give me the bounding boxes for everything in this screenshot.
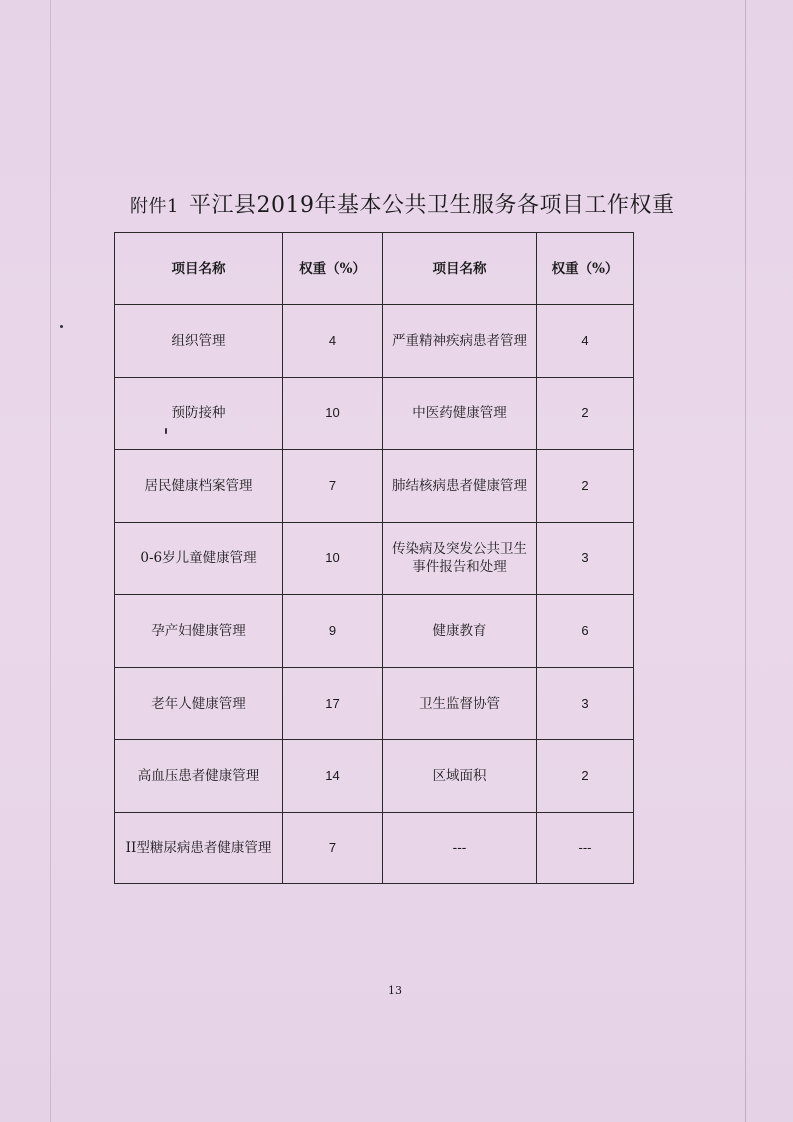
item-name-cell: 严重精神疾病患者管理 [383, 305, 537, 378]
table-row [115, 450, 634, 523]
item-name-cell: --- [383, 812, 537, 883]
weight-cell: 4 [283, 305, 383, 378]
item-name-cell: 孕产妇健康管理 [115, 595, 283, 668]
title-prefix: 附件1 [130, 196, 179, 217]
weight-cell: 14 [283, 740, 383, 813]
item-name-cell: 区域面积 [383, 740, 537, 813]
document-title [130, 188, 690, 219]
table-row [115, 522, 634, 595]
table-header-row [115, 233, 634, 305]
weight-cell: --- [537, 812, 634, 883]
item-name-cell: 老年人健康管理 [115, 667, 283, 740]
header-item-name-1: 项目名称 [115, 233, 283, 305]
weight-cell: 10 [283, 377, 383, 450]
header-weight-1: 权重（%） [283, 233, 383, 305]
weight-cell: 7 [283, 812, 383, 883]
weight-cell: 4 [537, 305, 634, 378]
item-name-cell: 中医药健康管理 [383, 377, 537, 450]
table-row [115, 667, 634, 740]
weight-cell: 10 [283, 522, 383, 595]
weight-cell: 3 [537, 522, 634, 595]
item-name-cell: 卫生监督协管 [383, 667, 537, 740]
scan-speck [60, 325, 63, 328]
weight-cell: 2 [537, 740, 634, 813]
weight-cell: 17 [283, 667, 383, 740]
item-name-cell: 高血压患者健康管理 [115, 740, 283, 813]
header-item-name-2: 项目名称 [383, 233, 537, 305]
item-name-cell: 预防接种 [115, 377, 283, 450]
paper-edge-left [50, 0, 51, 1122]
table-row [115, 595, 634, 668]
table-row [115, 305, 634, 378]
header-weight-2: 权重（%） [537, 233, 634, 305]
table-row [115, 740, 634, 813]
item-name-cell: 健康教育 [383, 595, 537, 668]
weight-cell: 6 [537, 595, 634, 668]
weight-cell: 7 [283, 450, 383, 523]
title-text: 平江县2019年基本公共卫生服务各项目工作权重 [188, 193, 675, 218]
weight-table-container [114, 232, 633, 884]
item-name-cell: 肺结核病患者健康管理 [383, 450, 537, 523]
weight-cell: 2 [537, 450, 634, 523]
item-name-cell: 传染病及突发公共卫生事件报告和处理 [383, 522, 537, 595]
weight-cell: 3 [537, 667, 634, 740]
weight-table [114, 232, 634, 884]
weight-cell: 2 [537, 377, 634, 450]
page-number: 13 [388, 984, 402, 997]
table-row [115, 812, 634, 883]
table-row [115, 377, 634, 450]
item-name-cell: 组织管理 [115, 305, 283, 378]
item-name-cell: 居民健康档案管理 [115, 450, 283, 523]
paper-edge-right [745, 0, 746, 1122]
item-name-cell: 0-6岁儿童健康管理 [115, 522, 283, 595]
weight-cell: 9 [283, 595, 383, 668]
item-name-cell: II型糖尿病患者健康管理 [115, 812, 283, 883]
scan-speck [165, 428, 167, 434]
